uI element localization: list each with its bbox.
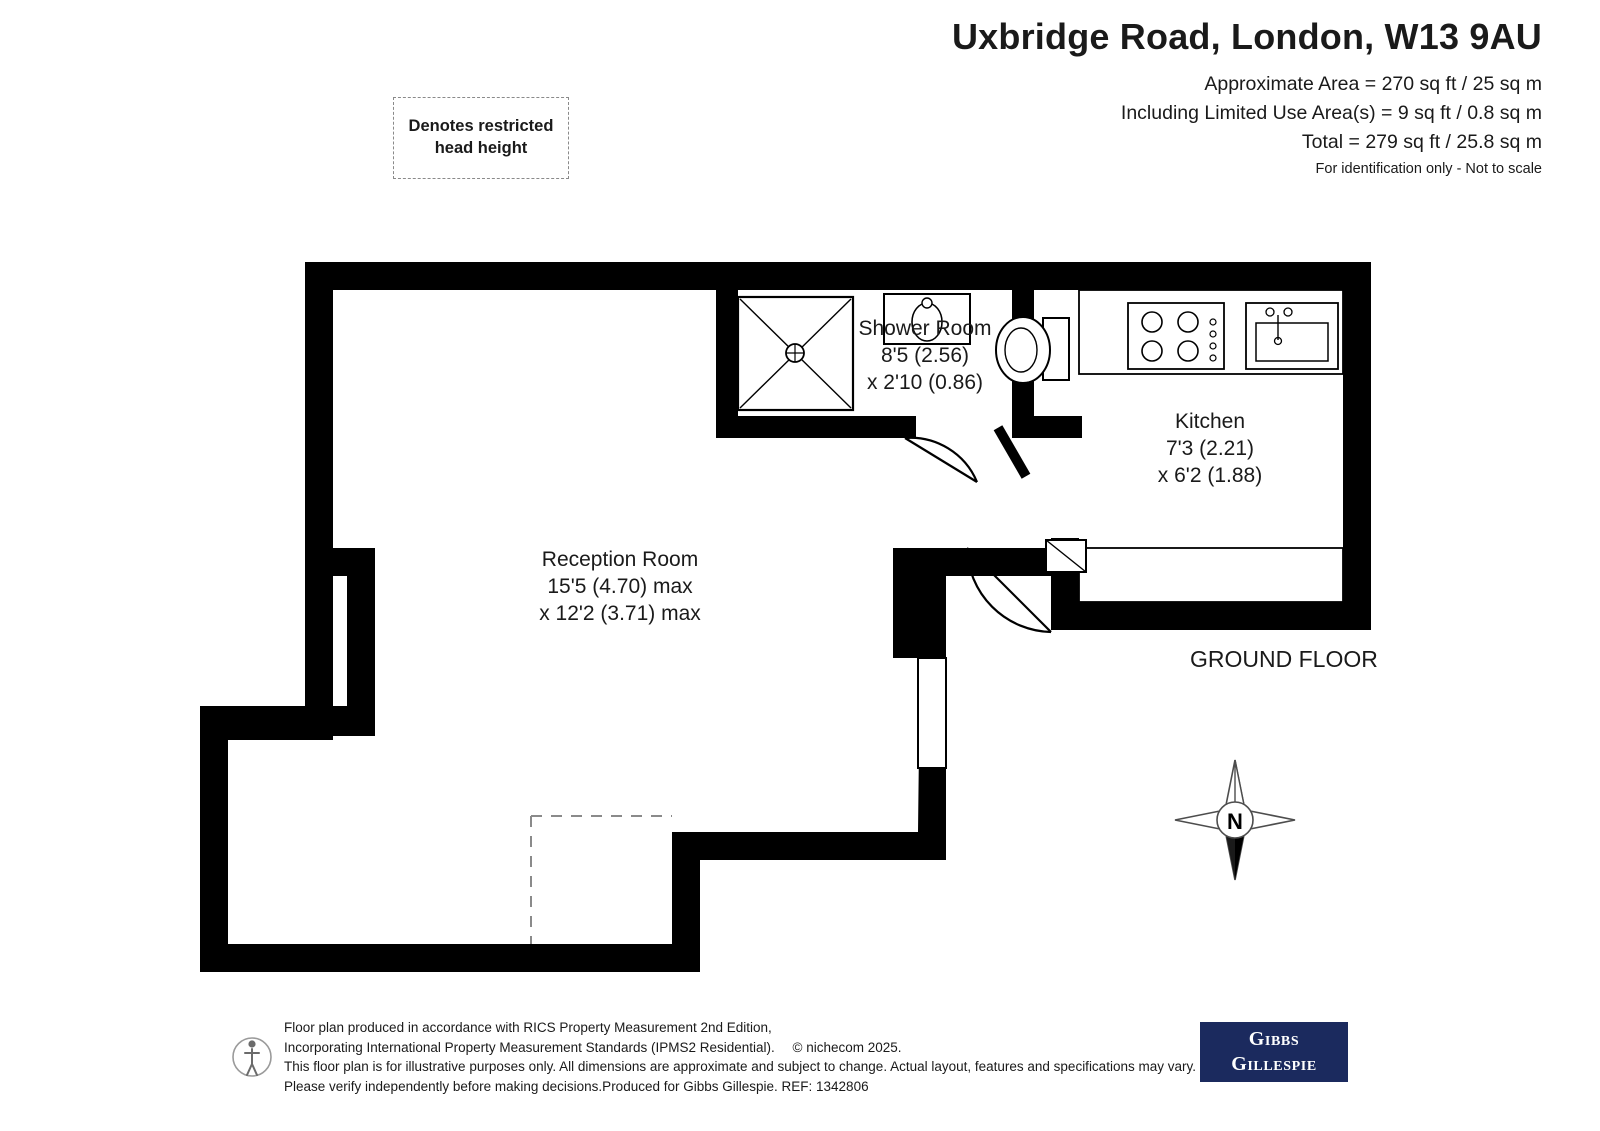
shower-room-dim-1: 8'5 (2.56) [880,344,970,367]
limited-use-area-text: Including Limited Use Area(s) = 9 sq ft / 0.8 sq m [1120,102,1542,124]
restricted-head-height-region [531,816,672,944]
restricted-head-height-line-2: head height [434,139,528,157]
brand-logo [1200,1022,1348,1082]
hob-icon [1128,303,1224,369]
footer-line-4: Please verify independently before making decisions.Produced for Gibbs Gillespie. REF: 1342806 [284,1078,869,1094]
restricted-head-height-line-1: Denotes restricted [408,117,554,135]
reception-room-name: Reception Room [541,548,699,571]
identification-disclaimer: For identification only - Not to scale [1315,161,1542,177]
reception-room-dim-1: 15'5 (4.70) max [547,575,693,598]
floor-label: GROUND FLOOR [1190,646,1378,672]
kitchen-name: Kitchen [1174,410,1246,433]
page-title: Uxbridge Road, London, W13 9AU [951,16,1542,57]
shower-room-dim-2: x 2'10 (0.86) [866,371,984,394]
compass-north-letter: N [1227,809,1243,834]
footer-disclaimer [284,1018,1196,1096]
reception-room-dim-2: x 12'2 (3.71) max [539,602,701,625]
kitchen-dim-2: x 6'2 (1.88) [1157,464,1263,487]
approximate-area-text: Approximate Area = 270 sq ft / 25 sq m [1204,73,1542,95]
shower-room-door [905,425,1030,482]
shower-room-name: Shower Room [858,317,992,340]
room-label-reception-room [440,546,800,627]
footer-line-3: This floor plan is for illustrative purposes only. All dimensions are approximate and subject to change. Actual layout, features and specifications may vary. [284,1059,1196,1074]
footer-line-2: Incorporating International Property Measurement Standards (IPMS2 Residential). [284,1039,775,1055]
compass-icon [1160,752,1310,892]
accessibility-person-icon [232,1026,272,1088]
kitchen-dim-1: 7'3 (2.21) [1165,437,1255,460]
total-area-text: Total = 279 sq ft / 25.8 sq m [1301,131,1542,153]
footer-line-1: Floor plan produced in accordance with RICS Property Measurement 2nd Edition, [284,1020,772,1035]
brand-line-2: Gillespie [1231,1053,1317,1075]
footer-copyright: © nichecom 2025. [792,1039,902,1055]
brand-line-1: Gibbs [1248,1028,1300,1050]
sink-icon [1246,303,1338,369]
room-label-kitchen [1080,408,1340,489]
room-label-shower-room [790,315,1060,396]
